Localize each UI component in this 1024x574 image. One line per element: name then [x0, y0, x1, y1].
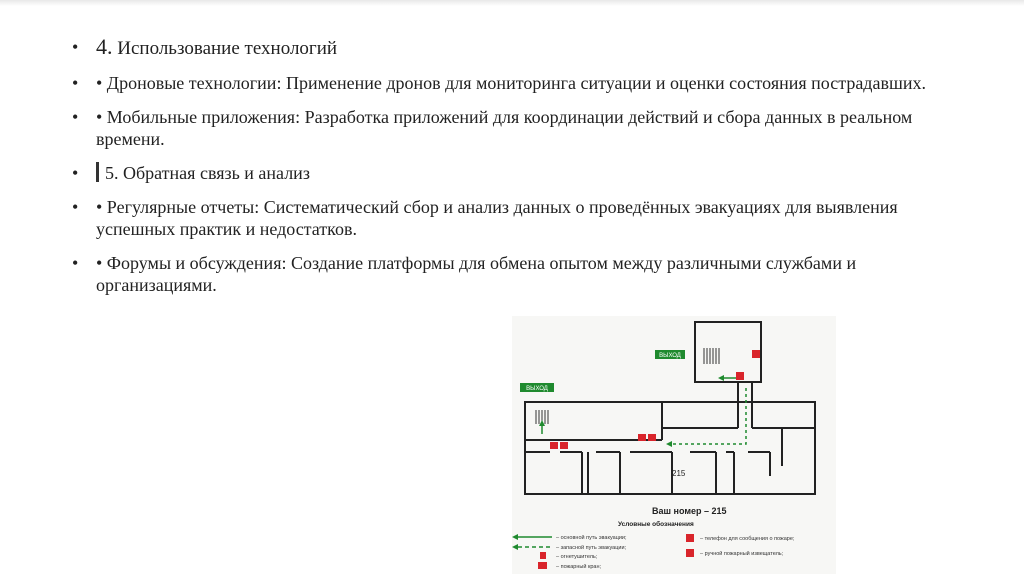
bullet-text: 5. Обратная связь и анализ: [105, 163, 310, 183]
plan-caption: Ваш номер – 215: [652, 506, 727, 516]
legend-title: Условные обозначения: [618, 521, 694, 528]
bullet-item-reports: [72, 196, 972, 240]
bullet-item-forums: [72, 252, 972, 296]
bullet-dot: •: [72, 253, 79, 273]
evacuation-plan-image: [512, 316, 836, 574]
legend-item-alarm: – ручной пожарный извещатель;: [700, 551, 784, 557]
bullet-item-technologies-heading: [72, 36, 972, 60]
legend-item-primary-route: – основной путь эвакуации;: [556, 535, 627, 541]
bullet-item-drones: [72, 72, 972, 94]
phone-icon: [686, 534, 694, 542]
exit-label-upper: ВЫХОД: [659, 353, 681, 359]
bullet-dot: •: [72, 107, 79, 127]
extinguisher-icon: [540, 552, 546, 559]
legend-item-phone: – телефон для сообщения о пожаре;: [700, 536, 795, 542]
bullet-dot: •: [72, 197, 79, 217]
exit-label-left: ВЫХОД: [526, 386, 548, 392]
legend-item-backup-route: – запасной путь эвакуации;: [556, 545, 627, 551]
bullet-dot: •: [72, 163, 79, 183]
room-number-label: 215: [672, 469, 686, 478]
alarm-call-point-icon: [686, 549, 694, 557]
bullet-text: Использование технологий: [117, 38, 338, 59]
bullet-item-mobile-apps: [72, 106, 972, 150]
text-cursor: [96, 162, 99, 182]
section-number: 4.: [96, 34, 113, 59]
bullet-text: • Мобильные приложения: Разработка приложений для координации действий и сбора данных в реальном времени.: [96, 107, 913, 149]
slide-bullet-list: [72, 36, 972, 304]
bullet-dot: •: [72, 37, 79, 57]
slide-top-edge: [0, 0, 1024, 6]
bullet-item-feedback-heading: [72, 162, 972, 184]
bullet-text: • Дроновые технологии: Применение дронов для мониторинга ситуации и оценки состояния пострадавших.: [96, 73, 926, 93]
bullet-text: • Форумы и обсуждения: Создание платформы для обмена опытом между различными службами и организациями.: [96, 253, 857, 295]
legend-item-extinguisher: – огнетушитель;: [556, 554, 598, 560]
bullet-dot: •: [72, 73, 79, 93]
fire-hydrant-icon: [538, 562, 547, 569]
legend-item-fire-hydrant: – пожарный кран;: [556, 564, 602, 570]
bullet-text: • Регулярные отчеты: Систематический сбор и анализ данных о проведённых эвакуациях для выявления успешных практик и недостатков.: [96, 197, 898, 239]
